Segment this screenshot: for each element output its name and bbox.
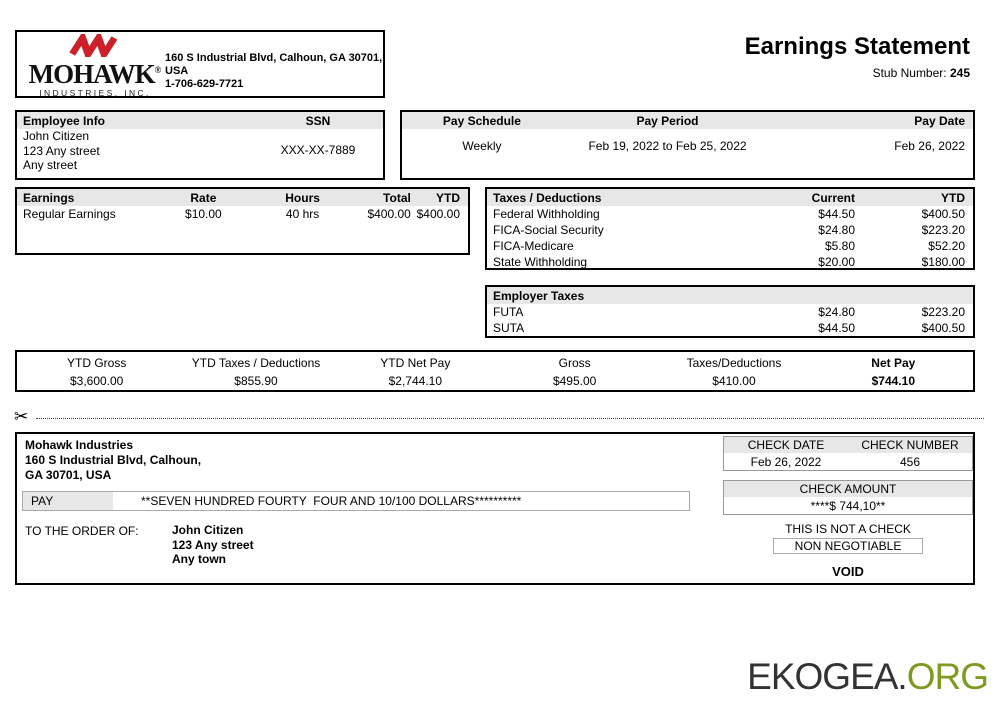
page-title: Earnings Statement (744, 33, 970, 60)
tax-ytd: $180.00 (921, 255, 965, 269)
check-date-number-header-row (724, 437, 972, 453)
pay-schedule-header: Pay Schedule (442, 113, 521, 128)
cut-line (36, 418, 984, 419)
tax-current: $20.00 (818, 255, 855, 269)
footer-brand (747, 656, 988, 698)
stub-number (873, 66, 970, 80)
tax-row (487, 238, 973, 254)
pay-period-header: Pay Period (636, 113, 699, 128)
check-amount-value-row (724, 497, 972, 514)
check-amount-table (723, 480, 973, 515)
tax-ytd: $400.50 (921, 207, 965, 221)
order-label: TO THE ORDER OF: (25, 524, 139, 538)
employer-tax-ytd: $400.50 (921, 321, 965, 335)
summary-label-net-pay: Net Pay (871, 356, 916, 370)
check-amount-value: ****$ 744,10** (810, 498, 886, 513)
summary-value-gross: $495.00 (552, 374, 597, 388)
tax-current: $24.80 (818, 223, 855, 237)
company-address-block (165, 52, 383, 91)
summary-label-gross: Gross (558, 356, 591, 370)
employee-address2: Any street (23, 158, 78, 172)
pay-label: PAY (23, 492, 113, 510)
summary-label-ytd-net-pay: YTD Net Pay (380, 356, 451, 370)
employer-tax-current: $24.80 (818, 305, 855, 319)
employee-name: John Citizen (23, 129, 90, 143)
total-header: Total (383, 190, 411, 205)
scissors-icon: ✂ (14, 407, 29, 426)
check-box (15, 432, 975, 585)
earnings-row (17, 206, 468, 222)
registered-mark-icon: ® (154, 65, 162, 75)
payee-name: John Citizen (172, 523, 244, 537)
non-negotiable-badge: NON NEGOTIABLE (773, 538, 923, 554)
tax-row (487, 222, 973, 238)
stub-value: 245 (949, 66, 970, 80)
company-address: 160 S Industrial Blvd, Calhoun, GA 30701, USA (165, 52, 383, 77)
earnings-hours: 40 hrs (285, 207, 320, 221)
tax-label: FICA-Social Security (493, 223, 604, 237)
logo-name (25, 57, 165, 87)
pay-amount-words-row (22, 491, 690, 511)
employee-info-box (15, 110, 385, 180)
check-date-label: CHECK DATE (747, 438, 825, 452)
employer-taxes-box (485, 285, 975, 338)
summary-value-ytd-net-pay: $2,744.10 (388, 374, 443, 388)
tax-row (487, 254, 973, 270)
employer-tax-current: $44.50 (818, 321, 855, 335)
tax-ytd: $52.20 (928, 239, 965, 253)
earnings-header-row (17, 189, 468, 206)
taxes-header: Taxes / Deductions (493, 190, 602, 205)
company-logo (25, 34, 165, 98)
rate-header: Rate (190, 190, 217, 205)
ssn-value: XXX-XX-7889 (280, 143, 356, 157)
summary-label-ytd-gross: YTD Gross (66, 356, 127, 370)
not-a-check-text: THIS IS NOT A CHECK (785, 522, 911, 536)
tax-ytd: $223.20 (921, 223, 965, 237)
check-amount-header-row (724, 481, 972, 497)
earnings-ytd: $400.00 (416, 207, 460, 221)
tax-row (487, 206, 973, 222)
current-header: Current (811, 190, 855, 205)
check-amount-label: CHECK AMOUNT (799, 482, 897, 496)
mohawk-zigzag-icon (69, 34, 121, 57)
pay-schedule-values-row (402, 138, 973, 154)
check-company-address1: 160 S Industrial Blvd, Calhoun, (25, 453, 202, 467)
summary-label-deductions: Taxes/Deductions (686, 356, 782, 370)
employee-info-header-row (17, 112, 383, 129)
brand-dark-text: EKOGEA. (747, 656, 907, 697)
company-phone: 1-706-629-7721 (165, 78, 244, 90)
tax-current: $5.80 (824, 239, 855, 253)
check-company-address2: GA 30701, USA (25, 468, 112, 482)
employee-address1: 123 Any street (23, 143, 100, 158)
summary-value-net-pay: $744.10 (871, 374, 915, 388)
ssn-header: SSN (305, 113, 331, 128)
earnings-box (15, 187, 470, 255)
employer-taxes-header: Employer Taxes (493, 288, 585, 303)
taxes-ytd-header: YTD (941, 190, 965, 205)
amount-in-words: **SEVEN HUNDRED FOURTY FOUR AND 10/100 DOLLARS********** (141, 494, 522, 508)
brand-green-text: ORG (906, 656, 988, 697)
stub-label: Stub Number: (872, 66, 947, 80)
check-company-block (25, 438, 201, 483)
pay-schedule-box (400, 110, 975, 180)
earnings-header: Earnings (23, 190, 75, 205)
pay-schedule-value: Weekly (462, 139, 502, 153)
pay-date-header: Pay Date (914, 113, 965, 128)
void-text: VOID (832, 564, 864, 579)
taxes-box (485, 187, 975, 270)
summary-values-row (17, 373, 973, 389)
employee-info-header: Employee Info (23, 113, 106, 128)
summary-labels-row (17, 355, 973, 371)
payee-address2: Any town (172, 552, 226, 566)
payee-block (172, 523, 254, 567)
tax-label: Federal Withholding (493, 207, 600, 221)
check-company-name: Mohawk Industries (25, 438, 134, 452)
tax-label: State Withholding (493, 255, 588, 269)
taxes-header-row (487, 189, 973, 206)
earnings-total: $400.00 (367, 207, 411, 221)
earnings-type: Regular Earnings (23, 207, 116, 221)
tax-current: $44.50 (818, 207, 855, 221)
employer-tax-row (487, 320, 973, 336)
payee-address1: 123 Any street (172, 537, 254, 552)
check-number-label: CHECK NUMBER (861, 438, 959, 452)
hours-header: Hours (285, 190, 320, 205)
earnings-rate: $10.00 (185, 207, 222, 221)
company-logo-box (15, 30, 385, 98)
check-date-number-values-row (724, 453, 972, 470)
logo-subtitle: INDUSTRIES, INC. (39, 88, 151, 98)
summary-value-ytd-deductions: $855.90 (234, 374, 278, 388)
tax-label: FICA-Medicare (493, 239, 574, 253)
employer-tax-label: SUTA (493, 321, 525, 335)
summary-label-ytd-deductions: YTD Taxes / Deductions (191, 356, 321, 370)
employer-tax-ytd: $223.20 (921, 305, 965, 319)
employer-tax-label: FUTA (493, 305, 524, 319)
pay-date-value: Feb 26, 2022 (894, 139, 965, 153)
check-date-value: Feb 26, 2022 (750, 454, 822, 469)
logo-text: MOHAWK (28, 59, 155, 89)
employer-taxes-header-row (487, 287, 973, 304)
summary-value-ytd-gross: $3,600.00 (69, 374, 124, 388)
summary-value-deductions: $410.00 (712, 374, 756, 388)
check-number-value: 456 (899, 454, 921, 469)
pay-schedule-header-row (402, 112, 973, 129)
ytd-header: YTD (436, 190, 460, 205)
pay-period-value: Feb 19, 2022 to Feb 25, 2022 (588, 139, 747, 153)
employer-tax-row (487, 304, 973, 320)
check-date-number-table (723, 436, 973, 471)
summary-box (15, 350, 975, 392)
